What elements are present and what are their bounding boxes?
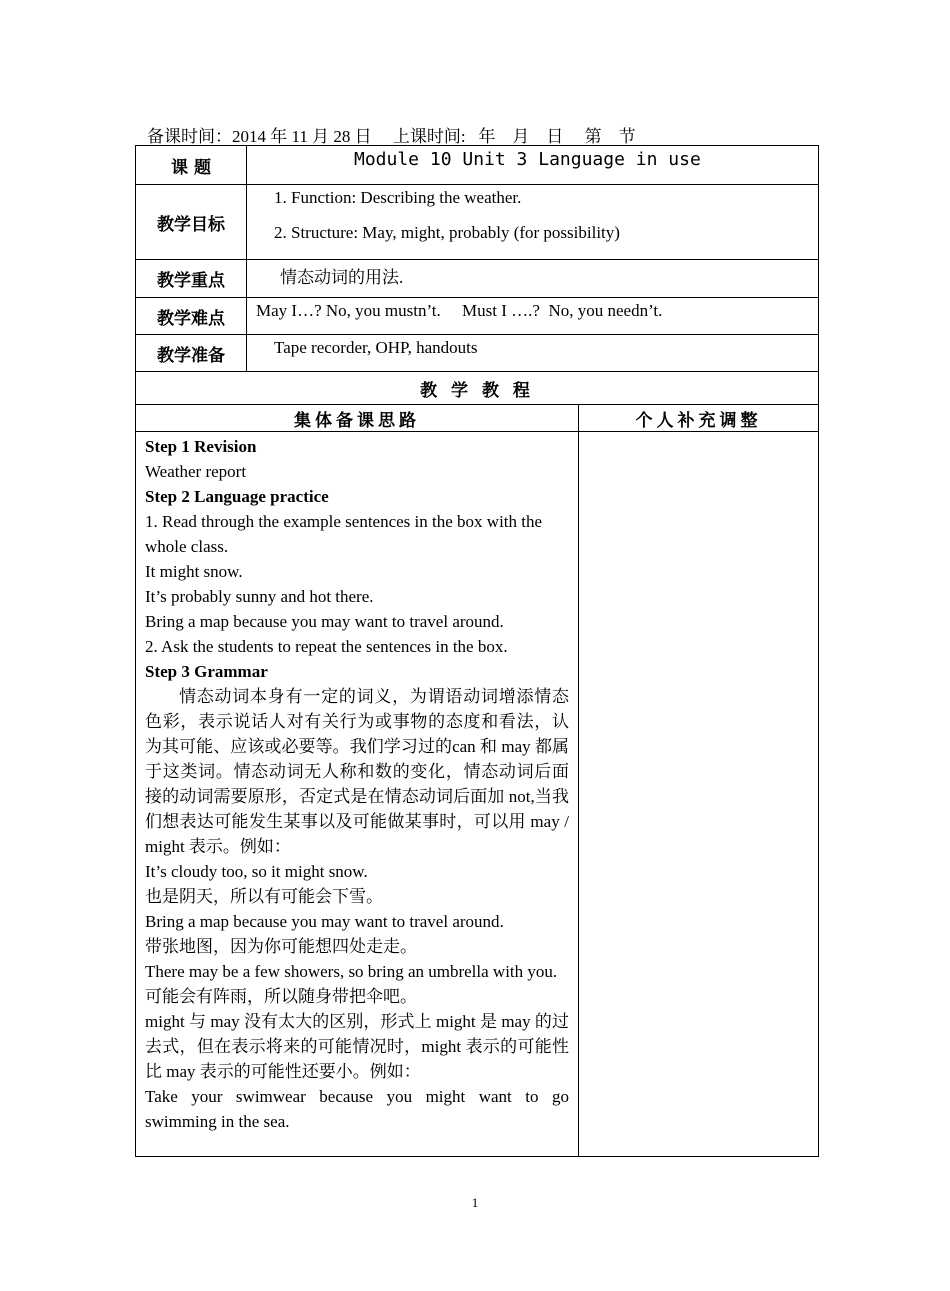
process-title-row — [135, 371, 819, 404]
example-3: There may be a few showers, so bring an umbrella with you. — [145, 962, 558, 981]
lesson-content — [145, 434, 569, 1134]
prep-time-line: 备课时间：2014 年 11 月 28 日 上课时间: 年 月 日 第 节 — [147, 127, 636, 146]
grammar-paragraph-1: 情态动词本身有一定的词义，为谓语动词增添情态色彩，表示说话人对有关行为或事物的态度和看法，认为其可能、应该或必要等。我们学习过的can 和 may 都属于这类词。情态动词无人称和数的变化，情态动词后面接的动词需要原形，否定式是在情态动词后面加 not,当我们想表达可能发生某事以及可能做某事时，可以用 may / might 表示。例如： — [145, 687, 569, 856]
key-points-label: 教学重点 — [136, 260, 247, 297]
grammar-paragraph-2: might 与 may 没有太大的区别，形式上 might 是 may 的过去式，但在表示将来的可能情况时，might 表示的可能性比 may 表示的可能性还要小。例如： — [145, 1012, 569, 1081]
column-header-row — [135, 404, 819, 431]
line-might-snow: It might snow. — [145, 562, 243, 581]
preparation-row — [135, 334, 819, 371]
preparation-value: Tape recorder, OHP, handouts — [274, 338, 478, 357]
example-1: It’s cloudy too, so it might snow. — [145, 862, 368, 881]
example-2: Bring a map because you may want to travel around. — [145, 912, 504, 931]
preparation-label: 教学准备 — [136, 335, 247, 371]
step-3-heading: Step 3 Grammar — [145, 662, 268, 681]
collective-plan-header: 集体备课思路 — [294, 410, 420, 431]
page-number: 1 — [471, 1195, 479, 1210]
example-2-translation: 带张地图，因为你可能想四处走走。 — [145, 937, 417, 956]
line-bring-map: Bring a map because you may want to travel around. — [145, 612, 504, 631]
objectives-label: 教学目标 — [136, 185, 247, 259]
personal-adjust-cell[interactable] — [579, 432, 818, 1156]
topic-row — [135, 145, 819, 184]
difficulties-label: 教学难点 — [136, 298, 247, 334]
key-points-row — [135, 259, 819, 297]
objective-2: 2. Structure: May, might, probably (for possibility) — [274, 223, 620, 242]
line-read-through: 1. Read through the example sentences in the box with the whole class. — [145, 512, 543, 556]
process-title: 教 学 教 程 — [420, 380, 534, 401]
topic-value: Module 10 Unit 3 Language in use — [354, 149, 701, 170]
example-3-translation: 可能会有阵雨，所以随身带把伞吧。 — [145, 987, 417, 1006]
line-repeat: 2. Ask the students to repeat the sentences in the box. — [145, 637, 508, 656]
difficulties-row — [135, 297, 819, 334]
step-2-heading: Step 2 Language practice — [145, 487, 329, 506]
lesson-body-row — [135, 431, 819, 1157]
objectives-row — [135, 184, 819, 259]
key-points-value: 情态动词的用法. — [280, 268, 404, 287]
difficulties-value: May I…? No, you mustn’t. Must I ….? No, you needn’t. — [256, 301, 663, 320]
topic-label: 课 题 — [136, 146, 247, 184]
collective-plan-cell — [136, 432, 579, 1156]
example-1-translation: 也是阴天，所以有可能会下雪。 — [145, 887, 383, 906]
personal-adjust-header: 个人补充调整 — [635, 410, 762, 431]
objective-1: 1. Function: Describing the weather. — [274, 188, 522, 207]
step-1-heading: Step 1 Revision — [145, 437, 257, 456]
line-probably-sunny: It’s probably sunny and hot there. — [145, 587, 374, 606]
example-4: Take your swimwear because you might want to go swimming in the sea. — [145, 1087, 569, 1131]
line-weather-report: Weather report — [145, 462, 247, 481]
